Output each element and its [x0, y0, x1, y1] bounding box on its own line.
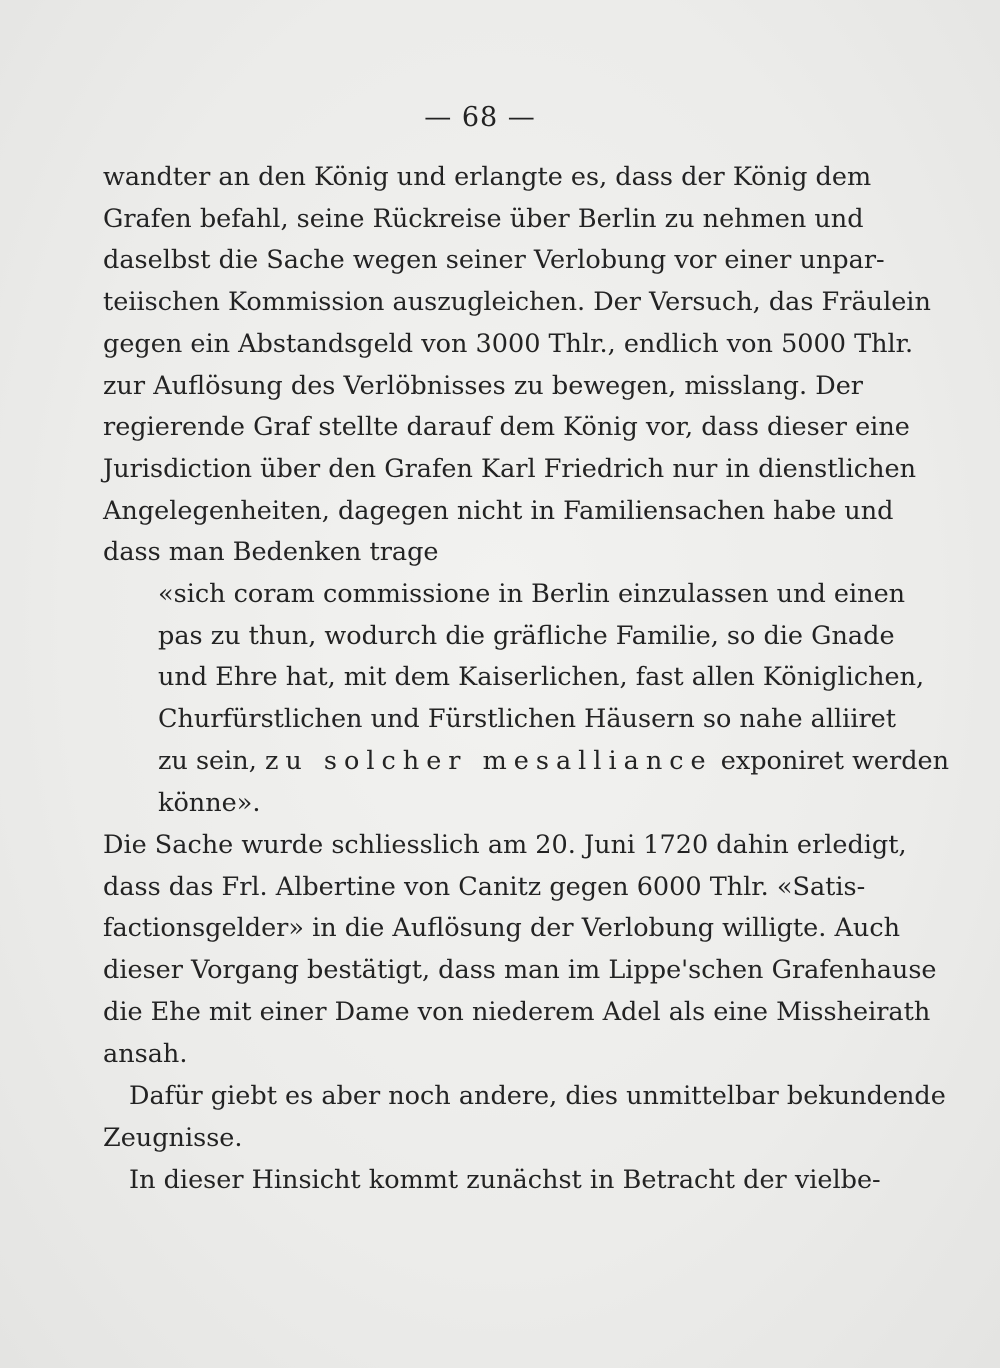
paragraph-line: dieser Vorgang bestätigt, dass man im Lippe'schen Grafenhause — [103, 955, 937, 986]
quote-line-spaced — [158, 741, 950, 783]
paragraph-line: Grafen befahl, seine Rückreise über Berlin zu nehmen und — [103, 203, 864, 234]
paragraph-line: Dafür giebt es aber noch andere, dies unmittelbar bekundende — [129, 1081, 946, 1111]
page-number: — 68 — — [424, 102, 536, 133]
paragraph-line: Angelegenheiten, dagegen nicht in Familiensachen habe und — [103, 495, 894, 526]
paragraph-4 — [103, 1160, 881, 1202]
emphasized-text: zu solcher mesalliance — [264, 745, 713, 776]
paragraph-3 — [103, 1076, 946, 1159]
paragraph-line: gegen ein Abstandsgeld von 3000 Thlr., endlich von 5000 Thlr. — [103, 328, 914, 359]
quote-line: pas zu thun, wodurch die gräfliche Familie, so die Gnade — [158, 620, 895, 651]
paragraph-2 — [103, 825, 937, 1075]
paragraph-line: Die Sache wurde schliesslich am 20. Juni 1720 dahin erledigt, — [103, 830, 907, 860]
quote-text: zu sein, — [158, 745, 257, 776]
paragraph-line: wandter an den König und erlangte es, dass der König dem — [103, 162, 872, 192]
quote-line: «sich coram commissione in Berlin einzulassen und einen — [158, 579, 906, 609]
quote-text: exponiret werden — [720, 745, 950, 776]
paragraph-line: ansah. — [103, 1038, 188, 1069]
paragraph-line: Zeugnisse. — [103, 1122, 243, 1153]
paragraph-line: dass das Frl. Albertine von Canitz gegen 6000 Thlr. «Satis- — [103, 871, 866, 902]
paragraph-1 — [103, 157, 931, 574]
paragraph-line: zur Auflösung des Verlöbnisses zu bewegen, misslang. Der — [103, 370, 863, 401]
paragraph-line: In dieser Hinsicht kommt zunächst in Betracht der vielbe- — [129, 1165, 881, 1195]
block-quote — [158, 574, 950, 824]
quote-line: könne». — [158, 787, 261, 818]
quote-line: und Ehre hat, mit dem Kaiserlichen, fast allen Königlichen, — [158, 662, 925, 693]
paragraph-line: Jurisdiction über den Grafen Karl Friedrich nur in dienstlichen — [103, 453, 917, 484]
paragraph-line: die Ehe mit einer Dame von niederem Adel als eine Missheirath — [103, 996, 931, 1027]
paragraph-line: dass man Bedenken trage — [103, 537, 439, 568]
paragraph-line: daselbst die Sache wegen seiner Verlobung vor einer unpar- — [103, 245, 885, 276]
paragraph-line: factionsgelder» in die Auflösung der Verlobung willigte. Auch — [103, 913, 901, 944]
paragraph-line: teiischen Kommission auszugleichen. Der Versuch, das Fräulein — [103, 287, 931, 318]
paragraph-line: regierende Graf stellte darauf dem König vor, dass dieser eine — [103, 412, 910, 443]
quote-line: Churfürstlichen und Fürstlichen Häusern so nahe alliiret — [158, 704, 897, 735]
